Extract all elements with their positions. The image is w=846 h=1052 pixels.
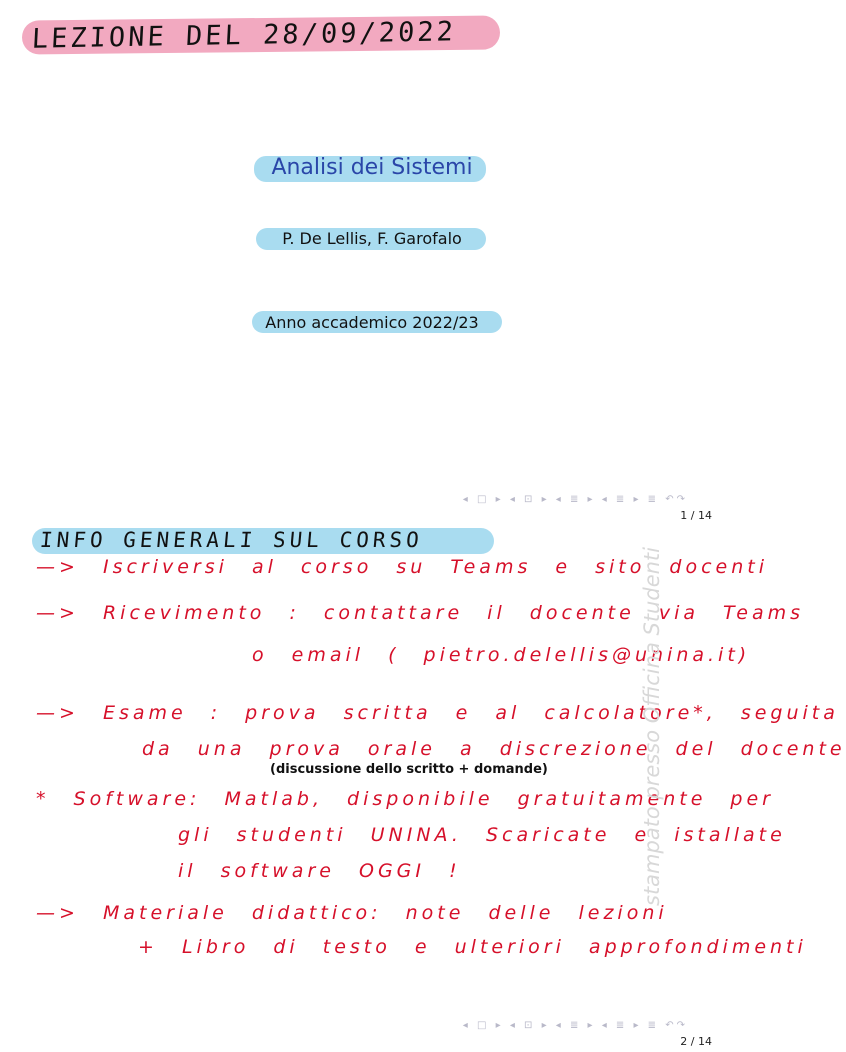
note-line-2: —> Ricevimento : contattare il docente via Teams <box>36 602 805 624</box>
lesson-date: LEZIONE DEL 28/09/2022 <box>30 16 457 55</box>
note-line-5: da una prova orale a discrezione del docente <box>142 738 846 760</box>
section-title: INFO GENERALI SUL CORSO <box>38 528 424 552</box>
page-number: 1 / 14 <box>680 509 712 522</box>
exam-note: (discussione dello scritto + domande) <box>270 762 548 777</box>
authors: P. De Lellis, F. Garofalo <box>282 229 462 248</box>
note-line-7: gli studenti UNINA. Scaricate e istallate <box>178 824 786 846</box>
note-line-8: il software OGGI ! <box>178 860 461 882</box>
page-number: 2 / 14 <box>680 1035 712 1048</box>
note-line-9: —> Materiale didattico: note delle lezioni <box>36 902 668 924</box>
slide-1 <box>0 0 744 526</box>
watermark: stampato presso Officina Studenti <box>640 547 664 906</box>
note-line-10: + Libro di testo e ulteriori approfondimenti <box>138 936 807 958</box>
note-line-4: —> Esame : prova scritta e al calcolatore*, seguita <box>36 702 839 724</box>
note-line-6: * Software: Matlab, disponibile gratuitamente per <box>36 788 774 810</box>
beamer-nav-icons[interactable]: ◂ □ ▸ ◂ ⊡ ▸ ◂ ≣ ▸ ◂ ≣ ▸ ≣ ↶↷ <box>462 494 688 505</box>
beamer-nav-icons[interactable]: ◂ □ ▸ ◂ ⊡ ▸ ◂ ≣ ▸ ◂ ≣ ▸ ≣ ↶↷ <box>462 1020 688 1031</box>
note-line-1: —> Iscriversi al corso su Teams e sito docenti <box>36 556 768 578</box>
course-title: Analisi dei Sistemi <box>271 155 473 180</box>
note-line-3: o email ( pietro.delellis@unina.it) <box>252 644 751 666</box>
slide-2 <box>0 526 846 1052</box>
academic-year: Anno accademico 2022/23 <box>265 313 479 332</box>
